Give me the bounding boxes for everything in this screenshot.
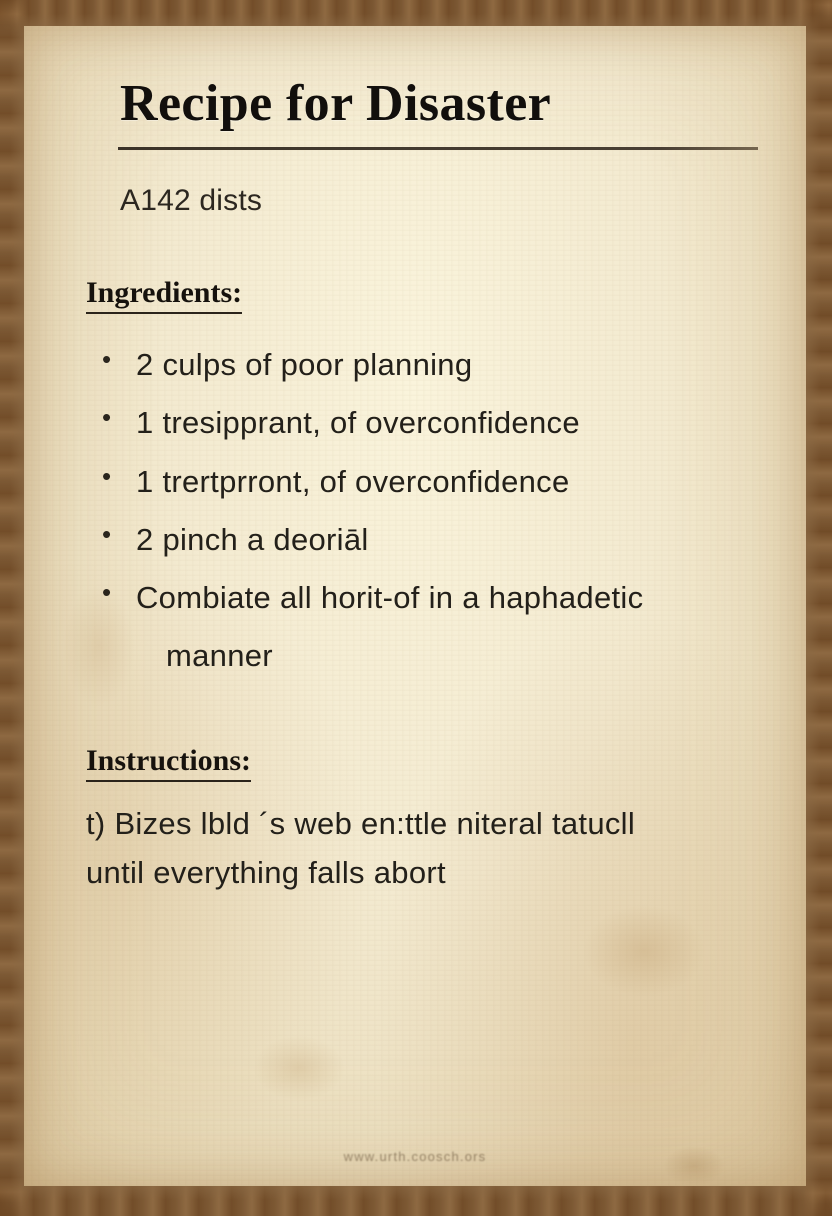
- title-divider: [118, 147, 758, 150]
- ingredients-heading: Ingredients:: [86, 276, 242, 314]
- instructions-heading: Instructions:: [86, 744, 251, 782]
- instructions-body: [86, 800, 746, 898]
- ingredient-text: 2 culps of poor planning: [136, 347, 473, 382]
- instructions-line: t) Bizes lbld ´s web en:ttle niteral tatucll: [86, 805, 636, 841]
- list-item: [94, 453, 746, 511]
- paper-surface: [24, 26, 806, 1186]
- ingredients-section: [86, 276, 746, 686]
- list-item: [94, 511, 746, 569]
- instructions-line: until everything falls abort: [86, 854, 446, 890]
- ingredient-text: 1 trertprront, of overconfidence: [136, 463, 570, 499]
- ingredient-text-wrap: manner: [166, 638, 273, 674]
- instructions-section: [86, 743, 746, 898]
- footer-watermark: www.urth.coosch.ors: [343, 1149, 487, 1164]
- ingredient-text: Combiate all horit-of in a haphadetic: [136, 580, 644, 616]
- ingredient-text: 1 tresipprant, of overconfidence: [136, 405, 580, 441]
- page-subtitle: A142 dists: [120, 184, 263, 217]
- page-title: Recipe for Disaster: [120, 75, 552, 132]
- paper-stain: [254, 1036, 344, 1100]
- paper-stain: [584, 906, 704, 996]
- ingredients-list: [94, 336, 746, 686]
- recipe-content: [86, 74, 746, 898]
- list-item: [94, 569, 746, 686]
- ingredient-text: 2 pinch a deoriāl: [136, 521, 369, 557]
- list-item: [94, 336, 746, 394]
- list-item: [94, 394, 746, 452]
